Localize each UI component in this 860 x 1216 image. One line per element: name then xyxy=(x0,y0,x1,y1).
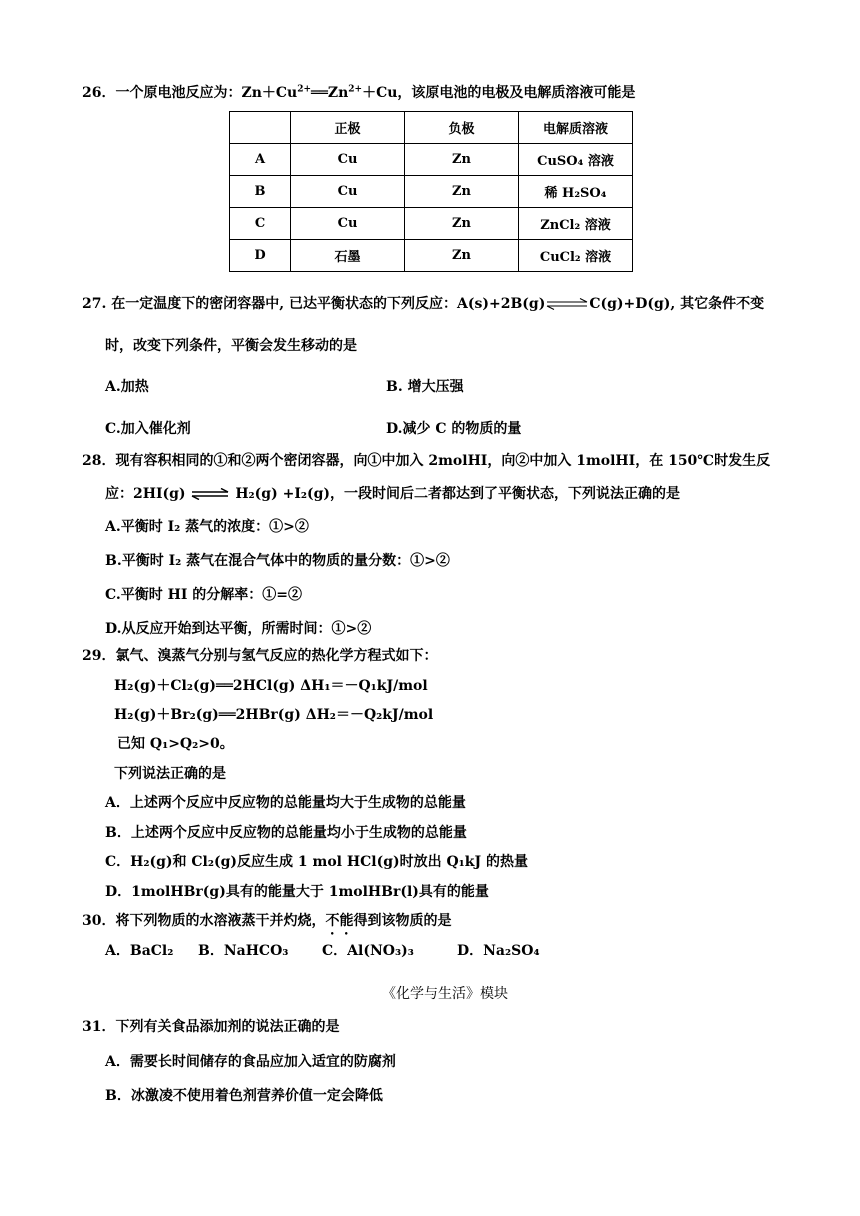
q31-option-b: B．冰激凌不使用着色剂营养价值一定会降低 xyxy=(105,1088,383,1104)
q30-stem: 30．将下列物质的水溶液蒸干并灼烧，不能得到该物质的是 xyxy=(82,913,452,929)
q27-stem-line2: 时，改变下列条件，平衡会发生移动的是 xyxy=(105,338,357,354)
table-row xyxy=(230,144,633,176)
q29-option-c: C．H₂(g)和 Cl₂(g)反应生成 1 mol HCl(g)时放出 Q₁kJ 的热量 xyxy=(105,854,529,870)
q27-option-c: C.加入催化剂 xyxy=(105,421,191,437)
q29-option-a: A．上述两个反应中反应物的总能量均大于生成物的总能量 xyxy=(105,795,466,811)
equilibrium-arrow-icon xyxy=(545,298,589,310)
q26-options-table xyxy=(229,111,633,272)
emphasis-text: 不能 xyxy=(325,913,354,929)
q31-option-a: A．需要长时间储存的食品应加入适宜的防腐剂 xyxy=(105,1054,396,1070)
q27-option-b: B. 增大压强 xyxy=(386,379,464,395)
table-header-cell: 负极 xyxy=(405,112,519,144)
q28-option-a: A.平衡时 I₂ 蒸气的浓度：①>② xyxy=(105,519,309,535)
q28-option-d: D.从反应开始到达平衡，所需时间：①>② xyxy=(105,621,372,637)
table-cell: ZnCl₂ 溶液 xyxy=(519,208,633,240)
q27-stem-line1: 27. 在一定温度下的密闭容器中, 已达平衡状态的下列反应：A(s)+2B(g) C(g)+D(g), 其它条件不变 xyxy=(82,296,765,312)
q27-option-d: D.减少 C 的物质的量 xyxy=(386,421,522,437)
table-cell: Zn xyxy=(405,208,519,240)
q30-option-c: C．Al(NO₃)₃ xyxy=(322,943,414,959)
q29-stem: 29．氯气、溴蒸气分别与氢气反应的热化学方程式如下： xyxy=(82,648,438,664)
table-cell: Cu xyxy=(291,208,405,240)
q28-stem-line2: 应：2HI(g) H₂(g) +I₂(g)，一段时间后二者都达到了平衡状态，下列说法正确的是 xyxy=(105,486,681,502)
table-cell: CuCl₂ 溶液 xyxy=(519,240,633,272)
table-cell: B xyxy=(230,176,291,208)
q27-option-a: A.加热 xyxy=(105,379,149,395)
q29-number: 29． xyxy=(82,648,116,664)
q26-number: 26． xyxy=(82,85,116,101)
table-header-cell: 正极 xyxy=(291,112,405,144)
q30-option-b: B．NaHCO₃ xyxy=(198,943,289,959)
table-cell: D xyxy=(230,240,291,272)
q30-option-a: A．BaCl₂ xyxy=(105,943,174,959)
table-cell: Zn xyxy=(405,144,519,176)
q26-stem: 26．一个原电池反应为：$Zn+Cu^{2+}══Zn^{2+}+Cu$，该原电池的电极及电解质溶液可能是 xyxy=(82,84,636,101)
q29-option-b: B．上述两个反应中反应物的总能量均小于生成物的总能量 xyxy=(105,825,467,841)
q29-equation-2: H₂(g)＋Br₂(g)══2HBr(g) ΔH₂＝－Q₂kJ/mol xyxy=(114,707,434,723)
table-cell: Zn xyxy=(405,240,519,272)
q31-stem: 31．下列有关食品添加剂的说法正确的是 xyxy=(82,1019,340,1035)
table-cell: Zn xyxy=(405,176,519,208)
section-heading: 《化学与生活》模块 xyxy=(382,986,508,1002)
q30-number: 30． xyxy=(82,913,116,929)
table-header-cell: 电解质溶液 xyxy=(519,112,633,144)
table-row xyxy=(230,240,633,272)
table-cell: Cu xyxy=(291,176,405,208)
q29-option-d: D．1molHBr(g)具有的能量大于 1molHBr(l)具有的能量 xyxy=(105,884,489,900)
q28-option-b: B.平衡时 I₂ 蒸气在混合气体中的物质的量分数：①>② xyxy=(105,553,450,569)
q27-number: 27. xyxy=(82,296,107,312)
table-cell: 石墨 xyxy=(291,240,405,272)
q31-number: 31． xyxy=(82,1019,116,1035)
table-row xyxy=(230,176,633,208)
table-cell: 稀 H₂SO₄ xyxy=(519,176,633,208)
table-cell: CuSO₄ 溶液 xyxy=(519,144,633,176)
table-header-row xyxy=(230,112,633,144)
equilibrium-arrow-icon xyxy=(190,488,230,500)
table-cell: Cu xyxy=(291,144,405,176)
table-header-cell xyxy=(230,112,291,144)
q28-option-c: C.平衡时 HI 的分解率：①=② xyxy=(105,587,303,603)
table-cell: C xyxy=(230,208,291,240)
table-row xyxy=(230,208,633,240)
table-cell: A xyxy=(230,144,291,176)
q28-number: 28． xyxy=(82,453,116,469)
q30-option-d: D．Na₂SO₄ xyxy=(457,943,540,959)
q29-equation-1: H₂(g)＋Cl₂(g)══2HCl(g) ΔH₁＝－Q₁kJ/mol xyxy=(114,678,428,694)
q28-stem-line1: 28．现有容积相同的①和②两个密闭容器，向①中加入 2molHI，向②中加入 1molHI，在 150℃时发生反 xyxy=(82,453,771,469)
q29-prompt: 下列说法正确的是 xyxy=(114,766,226,782)
q29-known: 已知 Q₁>Q₂>0。 xyxy=(117,736,234,752)
